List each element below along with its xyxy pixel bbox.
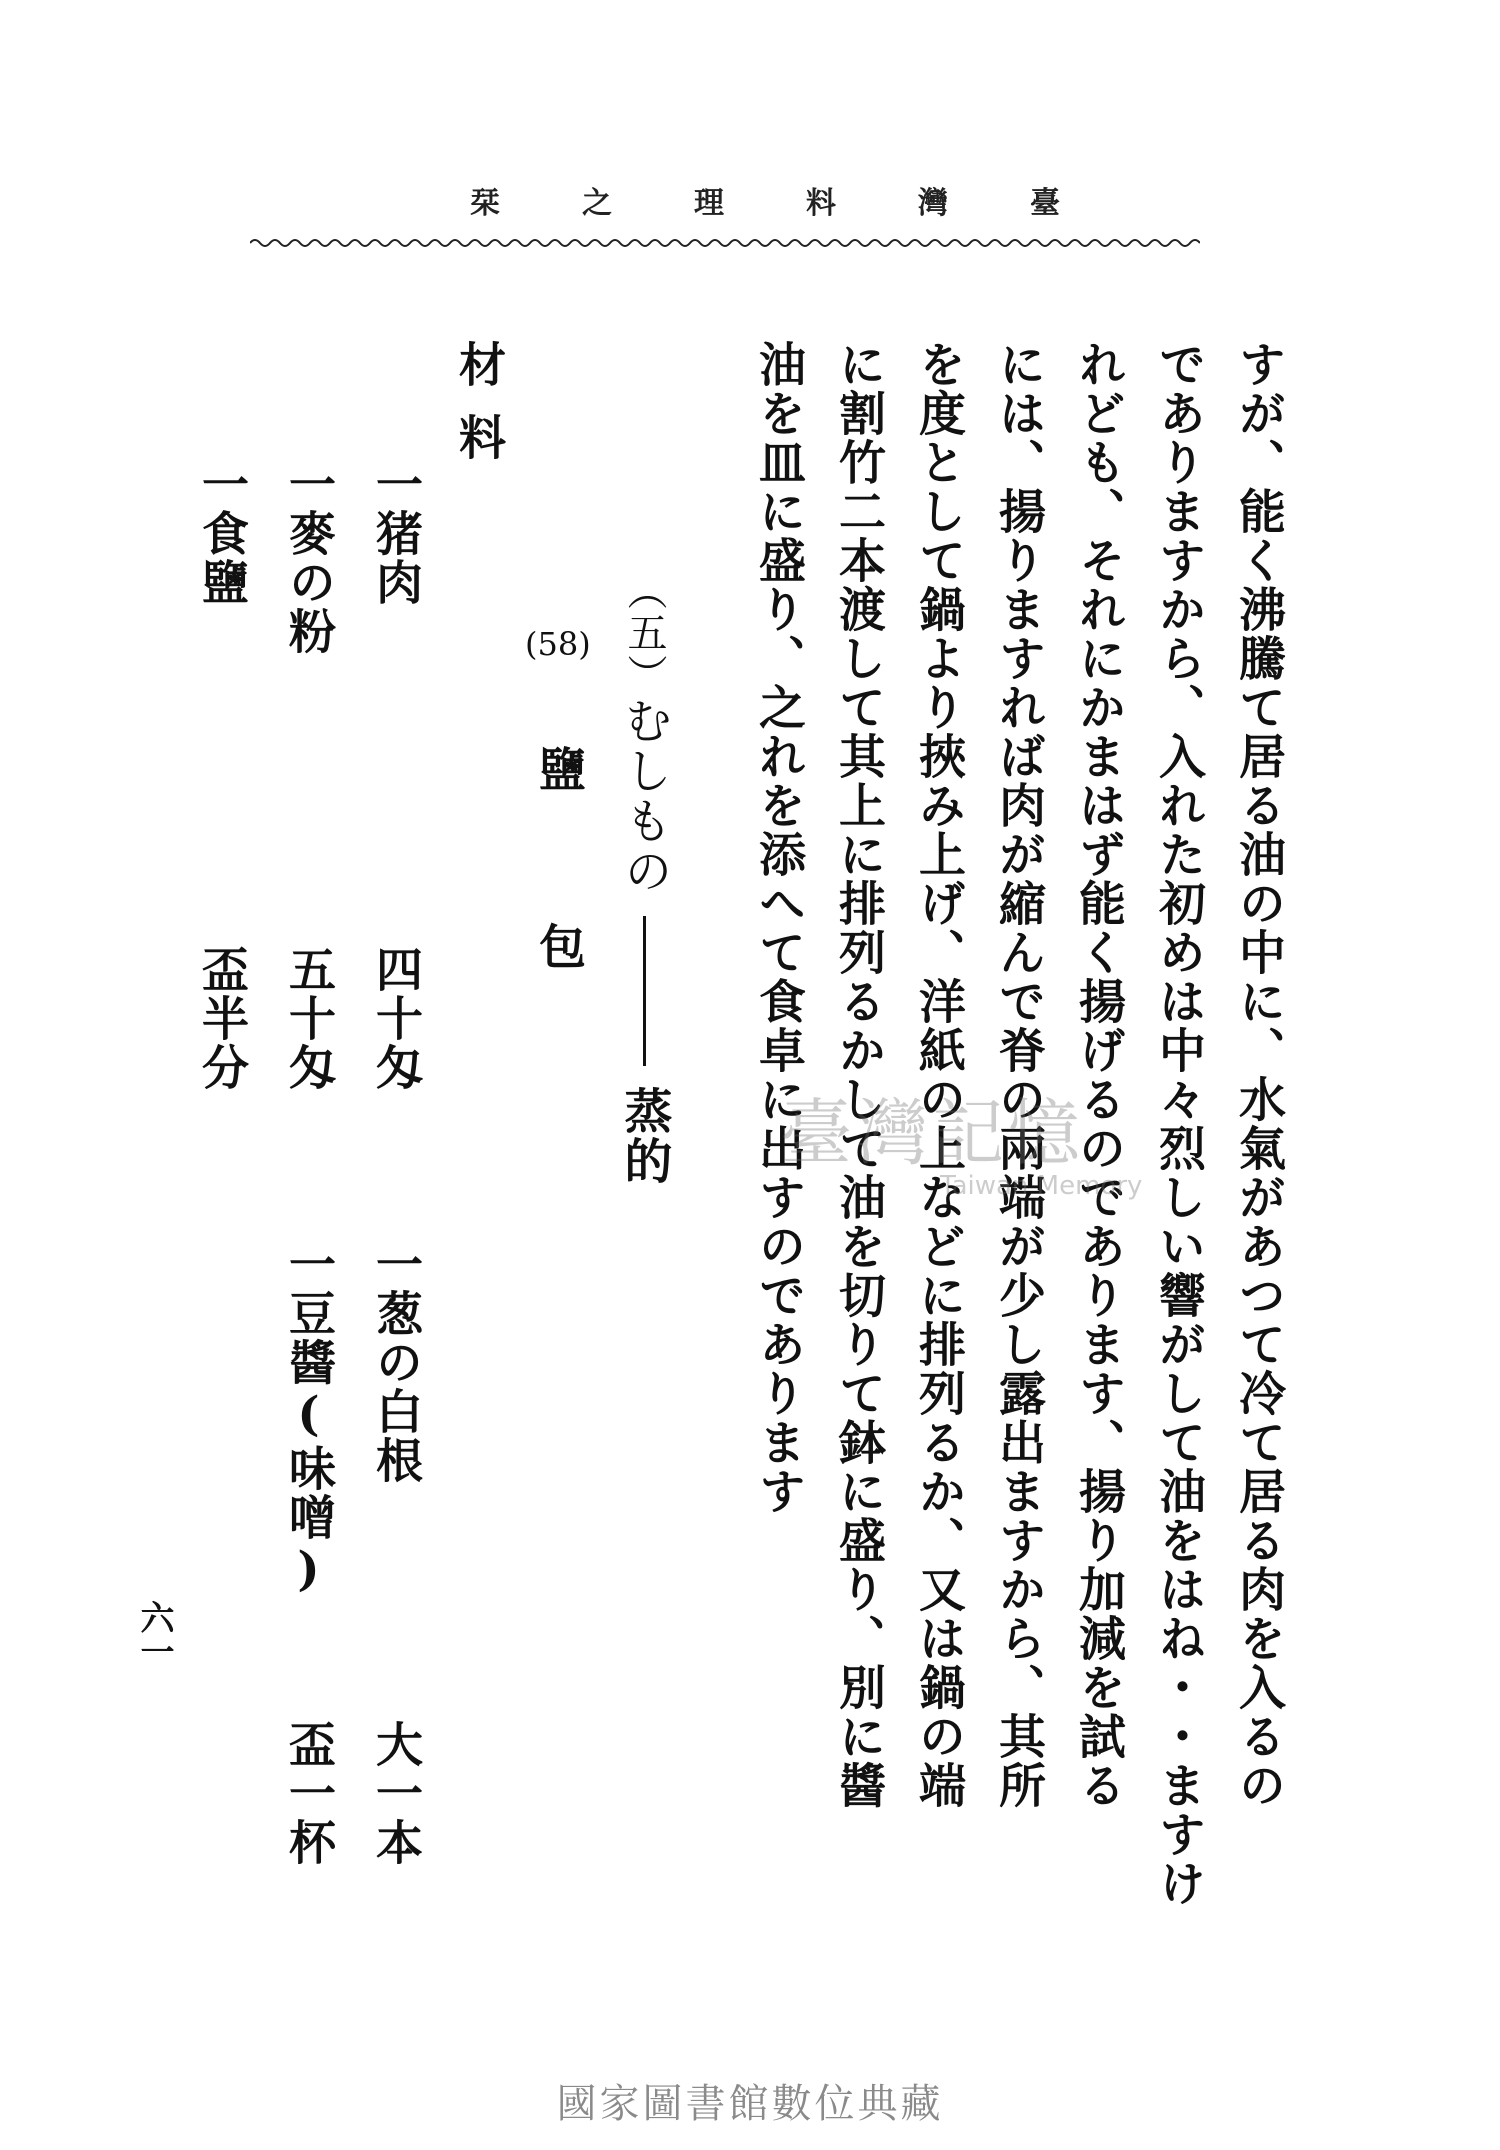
material-name: 一葱の白根 (368, 1240, 423, 1485)
body-column-1: すが、能く沸騰て居る油の中に、水氣があつて冷て居る肉を入るの (1231, 340, 1286, 1810)
header-char: 灣 (918, 186, 948, 221)
header-char: 理 (694, 186, 724, 221)
material-amount: 大一本 (368, 1720, 423, 1867)
header-char: 栞 (470, 186, 500, 221)
material-name: 一豆醬(味噌) (281, 1240, 336, 1599)
material-amount: 五十匁 (281, 945, 336, 1092)
material-amount: 四十匁 (368, 945, 423, 1092)
section-reading: 蒸的 (616, 1086, 672, 1186)
header-char: 之 (582, 186, 612, 221)
header-wavy-rule (250, 236, 1200, 250)
running-header (470, 178, 1060, 222)
body-column-7: 油を皿に盛り、之れを添へて食卓に出すのであります (751, 340, 806, 1516)
archive-footer: 國家圖書館數位典藏 (556, 2081, 944, 2127)
recipe-number: (58) (525, 625, 591, 663)
material-amount: 盃半分 (194, 945, 249, 1092)
body-column-6: に割竹二本渡して其上に排列るかして油を切りて鉢に盛り、別に醬 (831, 340, 886, 1810)
body-column-5: を度として鍋より挾み上げ、洋紙の上などに排列るか、又は鍋の端 (911, 340, 966, 1810)
body-column-4: には、揚りますれば肉が縮んで脊の兩端が少し露出ますから、其所 (991, 340, 1046, 1810)
material-name: 一食鹽 (194, 460, 249, 607)
materials-label: 材料 (451, 340, 506, 486)
section-dash (643, 916, 646, 1066)
section-heading (616, 570, 672, 1186)
header-char: 料 (806, 186, 836, 221)
material-name: 一麥の粉 (281, 460, 336, 656)
material-name: 一猪肉 (368, 460, 423, 607)
watermark-text: 臺灣記憶 (780, 1091, 1085, 1175)
body-column-3: れども、それにかまはず能く揚げるのであります、揚り加減を試る (1071, 340, 1126, 1810)
material-amount: 盃一杯 (281, 1720, 336, 1867)
section-number: （五） (621, 570, 667, 696)
page-number: 六一 (134, 1600, 174, 1668)
watermark-subtext: Taiwan Memory (940, 1171, 1143, 1201)
recipe-name: 鹽包 (531, 745, 586, 1099)
section-title: むしもの (616, 696, 672, 896)
header-char: 臺 (1030, 186, 1060, 221)
body-column-2: でありますから、入れた初めは中々烈しい響がして油をはね・・ますけ (1151, 340, 1206, 1908)
